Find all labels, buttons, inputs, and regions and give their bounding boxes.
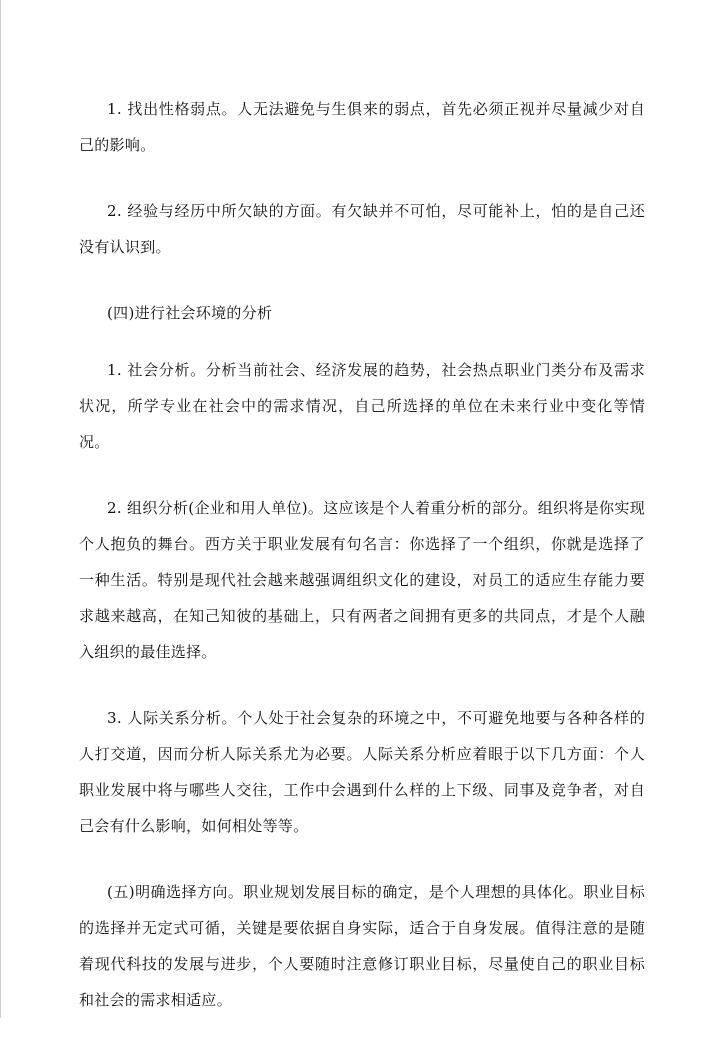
paragraph-personality-weakness: 1. 找出性格弱点。人无法避免与生俱来的弱点，首先必须正视并尽量减少对自己的影响。 — [79, 100, 645, 154]
paragraph-experience-gaps: 2. 经验与经历中所欠缺的方面。有欠缺并不可怕，尽可能补上，怕的是自己还没有认识到。 — [79, 202, 645, 256]
paragraph-choose-direction: (五)明确选择方向。职业规划发展目标的确定，是个人理想的具体化。职业目标的选择并无定式可循，关键是要依据自身实际，适合于自身发展。值得注意的是随着现代科技的发展与进步，个人要随时注意修订职业目标，尽量使自己的职业目标和社会的需求相适应。 — [79, 883, 645, 1009]
paragraph-organization-analysis: 2. 组织分析(企业和用人单位)。这应该是个人着重分析的部分。组织将是你实现个人抱负的舞台。西方关于职业发展有句名言：你选择了一个组织，你就是选择了一种生活。特别是现代社会越来越强调组织文化的建设，对员工的适应生存能力要求越来越高，在知己知彼的基础上，只有两者之间拥有更多的共同点，才是个人融入组织的最佳选择。 — [79, 499, 645, 661]
document-body — [79, 91, 645, 1048]
paragraph-interpersonal-analysis: 3. 人际关系分析。个人处于社会复杂的环境之中，不可避免地要与各种各样的人打交道，因而分析人际关系尤为必要。人际关系分析应着眼于以下几方面：个人职业发展中将与哪些人交往，工作中会遇到什么样的上下级、同事及竞争者，对自己会有什么影响，如何相处等等。 — [79, 709, 645, 835]
paragraph-social-analysis: 1. 社会分析。分析当前社会、经济发展的趋势，社会热点职业门类分布及需求状况，所学专业在社会中的需求情况，自己所选择的单位在未来行业中变化等情况。 — [79, 361, 645, 451]
section-heading-social-environment: (四)进行社会环境的分析 — [107, 304, 273, 322]
